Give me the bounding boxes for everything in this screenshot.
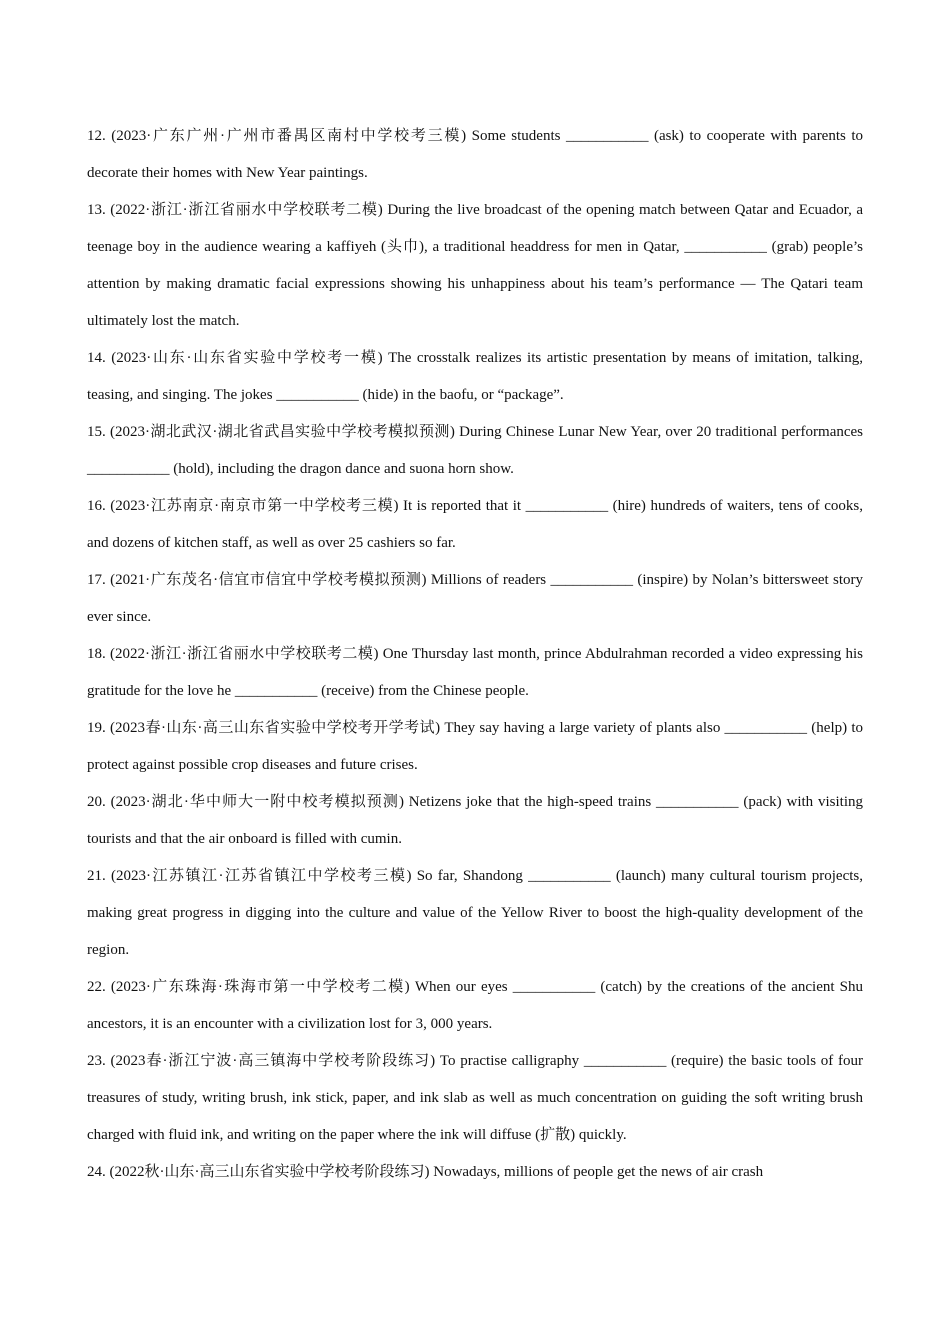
question-15	[87, 414, 863, 488]
question-text: It is reported that it ___________ (hire) hundreds of waiters, tens of cooks, and dozens of kitchen staff, as well as over 25 cashiers so far.	[87, 498, 864, 551]
question-source: (2021·广东茂名·信宜市信宜中学校考模拟预测)	[110, 572, 427, 588]
question-16	[87, 488, 863, 562]
question-source: (2023·山东·山东省实验中学校考一模)	[111, 350, 383, 366]
question-text: So far, Shandong ___________ (launch) many cultural tourism projects, making great progress in digging into the culture and value of the Yellow River to boost the high-quality development of the region.	[87, 868, 864, 958]
question-21	[87, 858, 863, 969]
question-text: They say having a large variety of plants also ___________ (help) to protect against possible crop diseases and future crises.	[87, 720, 864, 773]
question-number: 12.	[87, 128, 106, 144]
question-text: The crosstalk realizes its artistic presentation by means of imitation, talking, teasing, and singing. The jokes ___________ (hide) in the baofu, or “package”.	[87, 350, 864, 403]
question-19	[87, 710, 863, 784]
question-number: 21.	[87, 868, 106, 884]
question-12	[87, 118, 863, 192]
question-17	[87, 562, 863, 636]
question-source: (2022·浙江·浙江省丽水中学校联考二模)	[110, 646, 379, 662]
question-number: 22.	[87, 979, 106, 995]
question-text: One Thursday last month, prince Abdulrahman recorded a video expressing his gratitude for the love he ___________ (receive) from the Chinese people.	[87, 646, 864, 699]
question-text: Netizens joke that the high-speed trains ___________ (pack) with visiting tourists and that the air onboard is filled with cumin.	[87, 794, 864, 847]
question-number: 24.	[87, 1164, 106, 1180]
question-number: 23.	[87, 1053, 106, 1069]
question-number: 19.	[87, 720, 106, 736]
question-source: (2023·湖北武汉·湖北省武昌实验中学校考模拟预测)	[109, 424, 455, 440]
question-source: (2022·浙江·浙江省丽水中学校联考二模)	[110, 202, 383, 218]
question-source: (2023春·山东·高三山东省实验中学校考开学考试)	[109, 720, 441, 736]
question-number: 17.	[87, 572, 106, 588]
question-18	[87, 636, 863, 710]
question-text: Millions of readers ___________ (inspire) by Nolan’s bittersweet story ever since.	[87, 572, 864, 625]
question-source: (2023·湖北·华中师大一附中校考模拟预测)	[110, 794, 404, 810]
question-22	[87, 969, 863, 1043]
question-number: 15.	[87, 424, 106, 440]
question-list	[87, 118, 863, 1191]
question-number: 18.	[87, 646, 106, 662]
question-text: When our eyes ___________ (catch) by the creations of the ancient Shu ancestors, it is an encounter with a civilization lost for 3, 000 years.	[87, 979, 864, 1032]
question-source: (2023·江苏镇江·江苏省镇江中学校考三模)	[111, 868, 412, 884]
question-text: During the live broadcast of the opening match between Qatar and Ecuador, a teenage boy in the audience wearing a kaffiyeh (头巾), a traditional headdress for men in Qatar, ___________ (grab) people’s attention by making dramatic facial expressions showing his unhappiness about his team’s performance — The Qatari team ultimately lost the match.	[87, 202, 864, 329]
question-14	[87, 340, 863, 414]
question-text: Some students ___________ (ask) to cooperate with parents to decorate their homes with New Year paintings.	[87, 128, 864, 181]
question-source: (2023春·浙江宁波·高三镇海中学校考阶段练习)	[110, 1053, 436, 1069]
question-24	[87, 1154, 863, 1191]
question-source: (2023·江苏南京·南京市第一中学校考三模)	[110, 498, 399, 514]
question-number: 16.	[87, 498, 106, 514]
question-20	[87, 784, 863, 858]
question-23	[87, 1043, 863, 1154]
question-13	[87, 192, 863, 340]
question-number: 14.	[87, 350, 106, 366]
question-text: To practise calligraphy ___________ (require) the basic tools of four treasures of study, writing brush, ink stick, paper, and ink slab as well as much concentration on guiding the soft writing brush charged with fluid ink, and writing on the paper where the ink will diffuse (扩散) quickly.	[87, 1053, 863, 1143]
question-text: Nowadays, millions of people get the news of air crash	[433, 1164, 764, 1180]
question-text: During Chinese Lunar New Year, over 20 traditional performances ___________ (hold), including the dragon dance and suona horn show.	[87, 424, 864, 477]
question-source: (2022秋·山东·高三山东省实验中学校考阶段练习)	[109, 1164, 430, 1180]
question-source: (2023·广东珠海·珠海市第一中学校考二模)	[110, 979, 410, 995]
question-number: 13.	[87, 202, 106, 218]
question-source: (2023·广东广州·广州市番禺区南村中学校考三模)	[111, 128, 467, 144]
question-number: 20.	[87, 794, 106, 810]
